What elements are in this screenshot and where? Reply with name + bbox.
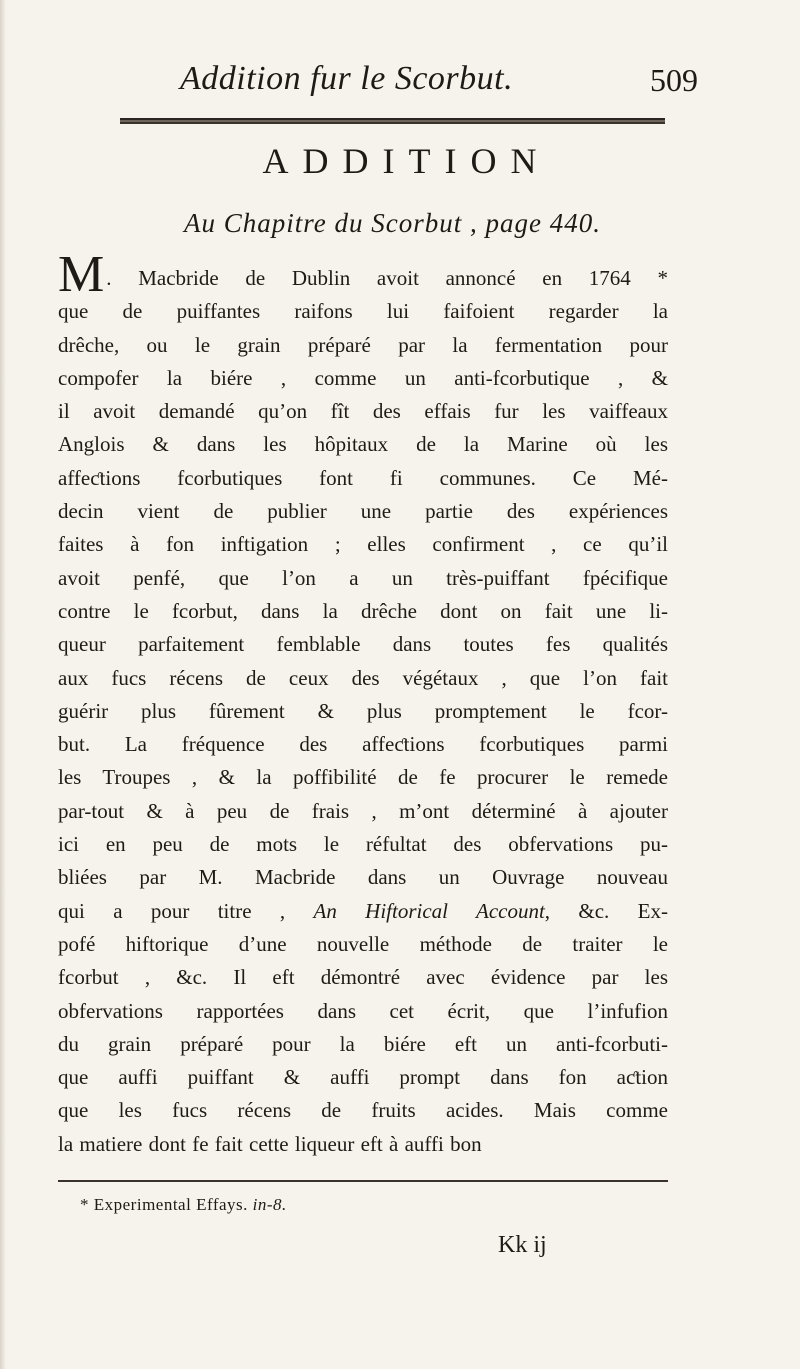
footnote-rule [58, 1180, 668, 1182]
text-line-4: compofer la biére , comme un anti-fcorbutique , & [58, 365, 668, 390]
text-line-13: aux fucs récens de ceux des végétaux , que l’on fait [58, 665, 668, 690]
text-line-24: du grain préparé pour la biére eft un anti-fcorbuti- [58, 1031, 668, 1056]
text-line-18: ici en peu de mots le réfultat des obfervations pu- [58, 832, 668, 857]
footnote-format: in-8. [252, 1195, 287, 1214]
text-line-19: bliées par M. Macbride dans un Ouvrage nouveau [58, 865, 668, 890]
text-line-14: guérir plus fûrement & plus promptement le fcor- [58, 698, 668, 723]
text-line-7: affeƈtions fcorbutiques font fi communes. Ce Mé- [58, 465, 668, 490]
drop-cap: M [58, 246, 105, 303]
page-number: 509 [650, 62, 698, 98]
text-line-21: pofé hiftorique d’une nouvelle méthode de traiter le [58, 931, 668, 956]
text-line-17: par-tout & à peu de frais , m’ont déterminé à ajouter [58, 798, 668, 823]
text-line-2: que de puiffantes raifons lui faifoient regarder la [58, 299, 668, 324]
text-line-16: les Troupes , & la poffibilité de fe procurer le remede [58, 765, 668, 790]
running-title: Addition fur le Scorbut. [180, 60, 514, 97]
text-line-15: but. La fréquence des affeƈtions fcorbutiques parmi [58, 732, 668, 757]
book-title: An Hiftorical Account [313, 898, 545, 923]
footnote-mark: * [80, 1195, 89, 1214]
section-heading: ADDITION [262, 141, 551, 181]
page-edge-shadow [0, 0, 6, 1369]
text-line-9: faites à fon inftigation ; elles confirment , ce qu’il [58, 532, 668, 557]
text-line-6: Anglois & dans les hôpitaux de la Marine où les [58, 432, 668, 457]
text-line-3: drêche, ou le grain préparé par la fermentation pour [58, 332, 668, 357]
footnote [80, 1195, 287, 1215]
text-line-25: que auffi puiffant & auffi prompt dans fon aƈtion [58, 1065, 668, 1090]
footnote-text: Experimental Effays. [93, 1195, 248, 1214]
text-line-1: M. Macbride de Dublin avoit annoncé en 1764 * [58, 246, 668, 303]
text-line-5: il avoit demandé qu’on fît des effais fur les vaiffeaux [58, 399, 668, 424]
text-line-22: fcorbut , &c. Il eft démontré avec évidence par les [58, 965, 668, 990]
text-line-27: la matiere dont fe fait cette liqueur eft à auffi bon [58, 1131, 482, 1156]
text-line-8: decin vient de publier une partie des expériences [58, 499, 668, 524]
text-line-20: qui a pour titre , An Hiftorical Account, &c. Ex- [58, 898, 668, 923]
running-head [0, 60, 800, 104]
text-line-23: obfervations rapportées dans cet écrit, que l’infufion [58, 998, 668, 1023]
header-rule [120, 118, 665, 120]
body-paragraph [58, 246, 668, 1161]
text-line-12: queur parfaitement femblable dans toutes fes qualités [58, 632, 668, 657]
signature-mark: Kk ij [498, 1232, 547, 1258]
text-line-11: contre le fcorbut, dans la drêche dont on fait une li- [58, 598, 668, 623]
text-line-26: que les fucs récens de fruits acides. Mais comme [58, 1098, 668, 1123]
text-line-10: avoit penfé, que l’on a un très-puiffant fpécifique [58, 565, 668, 590]
section-subheading: Au Chapitre du Scorbut , page 440. [184, 208, 601, 238]
